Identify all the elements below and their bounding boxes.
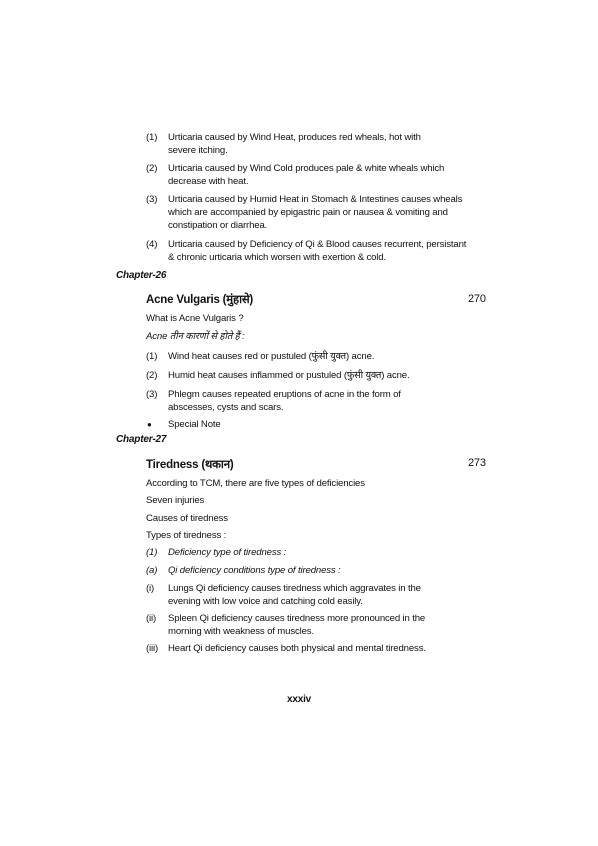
body-text: Causes of tiredness [146,513,228,524]
list-number: (3) [146,389,158,400]
chapter-label: Chapter-27 [116,434,167,445]
list-text: Phlegm causes repeated eruptions of acne in the form of abscesses, cysts and scars. [168,389,401,413]
bullet-icon: ● [147,420,152,429]
list-number: (i) [146,583,155,594]
list-text: Urticaria caused by Humid Heat in Stomach & Intestines causes wheals which are accompanied by epigastric pain or nausea & vomiting and constipation or diarrhea. [168,194,463,231]
list-text: Wind heat causes red or pustuled (फुंसी युक्त) acne. [168,351,375,362]
page-number: 270 [468,293,486,305]
list-text: Spleen Qi deficiency causes tiredness more pronounced in the morning with weakness of muscles. [168,613,426,637]
list-number: (a) [146,565,158,576]
page-number: 273 [468,457,486,469]
list-text: Urticaria caused by Wind Cold produces pale & white wheals which decrease with heat. [168,163,445,187]
list-text: Humid heat causes inflammed or pustuled (फुंसी युक्त) acne. [168,370,410,381]
list-number: (1) [146,351,158,362]
list-number: (4) [146,239,158,250]
list-text: Deficiency type of tiredness : [168,547,287,558]
list-number: (iii) [146,643,159,654]
hindi-intro: Acne तीन कारणों से होते हैं : [146,331,245,342]
page-footer-number: xxxiv [286,694,312,705]
body-text: Seven injuries [146,495,205,506]
question-text: What is Acne Vulgaris ? [146,313,244,324]
list-number: (1) [146,547,158,558]
section-title: Acne Vulgaris (मुंहासे) [146,294,254,306]
list-number: (2) [146,163,158,174]
body-text: Types of tiredness : [146,530,227,541]
list-text: Heart Qi deficiency causes both physical and mental tiredness. [168,643,426,654]
list-number: (3) [146,194,158,205]
section-title: Tiredness (थकान) [146,459,234,471]
list-number: (2) [146,370,158,381]
body-text: According to TCM, there are five types of deficiencies [146,478,365,489]
chapter-label: Chapter-26 [116,270,167,281]
list-number: (ii) [146,613,157,624]
list-text: Urticaria caused by Deficiency of Qi & Blood causes recurrent, persistant & chronic urticaria which worsen with exertion & cold. [168,239,467,263]
list-text: Lungs Qi deficiency causes tiredness which aggravates in the evening with low voice and catching cold easily. [168,583,421,607]
list-text: Urticaria caused by Wind Heat, produces red wheals, hot with severe itching. [168,132,421,156]
list-text: Special Note [168,419,221,430]
list-number: (1) [146,132,158,143]
list-text: Qi deficiency conditions type of tiredness : [168,565,341,576]
